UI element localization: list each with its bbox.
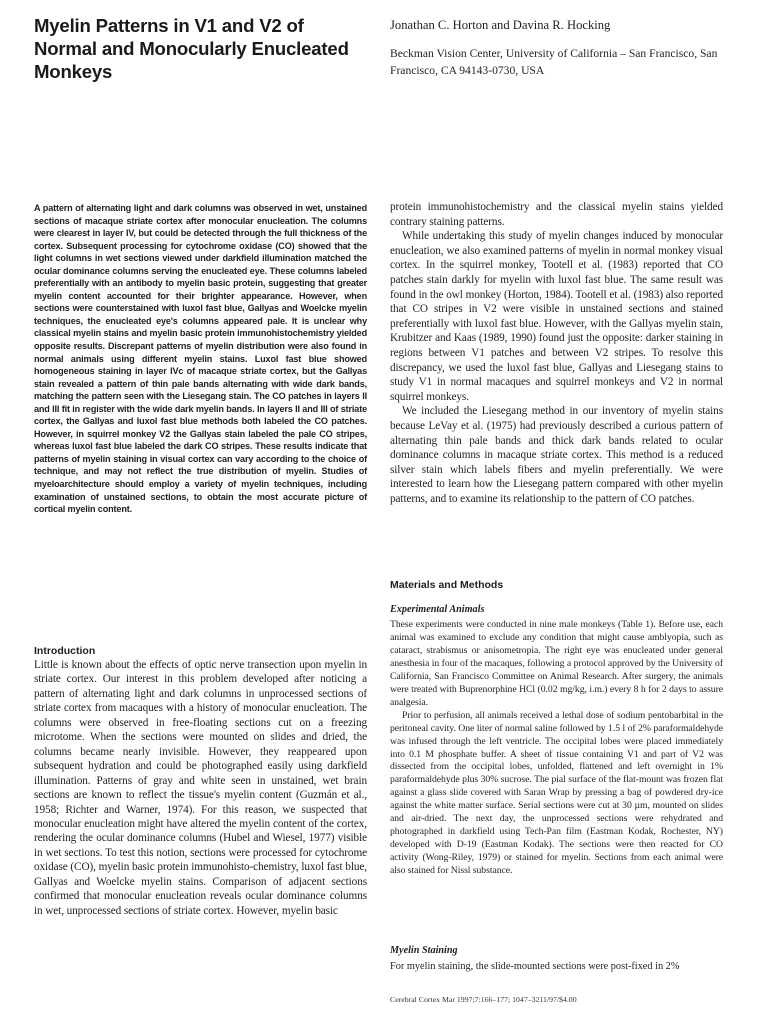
right-column-intro bbox=[390, 200, 723, 506]
experimental-animals-paragraph-2: Prior to perfusion, all animals received a lethal dose of sodium pentobarbital in the peritoneal cavity. One liter of normal saline followed by 1.5 l of 2% paraformaldehyde was infused through the left ventricle. The occipital lobes were placed immediately into 0.1 M phosphate buffer. A sheet of tissue containing V1 and part of V2 was dissected from the occipital lobes, unfolded, flattened and left overnight in 1% paraformaldehyde plus 30% sucrose. The pial surface of the flat-mount was frozen flat against a glass slide covered with Saran Wrap by pressing a bag of powdered dry-ice against the white matter surface. Serial sections were cut at 30 µm, mounted on slides and air-dried. The next day, the unprocessed sections were rehydrated and photographed in darkfield using Tech-Pan film (Eastman Kodak, Rochester, NY) developed with D-19 (Eastman Kodak). The sections were then reacted for CO activity (Wong-Riley, 1979) or stained for myelin. Sections from each animal were also stained for Nissl substance. bbox=[390, 709, 723, 877]
introduction-paragraph-3: We included the Liesegang method in our inventory of myelin stains because LeVay et al. (1975) had previously described a curious pattern of alternating thin pale bands and thick dark bands related to ocular dominance columns in macaque striate cortex. This method is a reduced silver stain which labels fibers and myelin preferentially. We were interested to learn how the Liesegang pattern compared with other myelin patterns, and to examine its relationship to the pattern of CO patches. bbox=[390, 405, 723, 505]
materials-methods-heading: Materials and Methods bbox=[390, 579, 504, 591]
author-affiliation: Beckman Vision Center, University of California – San Francisco, San Francisco, CA 94143-0730, USA bbox=[390, 47, 718, 77]
introduction-heading: Introduction bbox=[34, 645, 96, 657]
introduction-paragraph-2: While undertaking this study of myelin changes induced by monocular enucleation, we also examined patterns of myelin in normal monkey visual cortex. In the squirrel monkey, Tootell et al. (1983) reported that CO patches stain darkly for myelin with luxol fast blue. The same result was found in the owl monkey (Horton, 1984). Tootell et al. (1983) also reported that CO stripes in V2 were visible in unstained sections and stained preferentially with luxol fast blue. However, with the Gallyas myelin stain, Krubitzer and Kaas (1989, 1990) found just the opposite: darker staining in regions between V1 patches and between V2 stripes. To resolve this discrepancy, we used the luxol fast blue, Gallyas and Liesegang stains to study V1 in normal macaques and squirrel monkeys and V2 in normal squirrel monkeys. bbox=[390, 230, 723, 403]
abstract-text: A pattern of alternating light and dark columns was observed in wet, unstained sections of macaque striate cortex after monocular enucleation. The columns were clearest in layer IV, but could be detected through the full thickness of the cortex. Subsequent processing for cytochrome oxidase (CO) showed that the light columns in wet sections viewed under darkfield illumination matched the ocular dominance columns serving the enucleated eye. These columns labeled preferentially with an antibody to myelin basic protein, suggesting that greater myelin content accounted for their brighter appearance. However, when sections were counterstained with luxol fast blue, Gallyas and Woelcke myelin techniques, the enucleated eye's columns appeared pale. It is unclear why classical myelin stains and myelin basic protein immunohistochemistry yielded opposite results. Discrepant patterns of myelin distribution were also found in normal animals using different myelin stains. Luxol fast blue showed homogeneous staining in layer IVc of macaque striate cortex, but the Gallyas stain revealed a pattern of thin pale bands alternating with wide dark bands, matching the pattern seen with the Liesegang stain. The CO patches in layers II and III fit in register with the wide dark myelin bands. In layers II and III of striate cortex, the Gallyas and luxol fast blue methods both labeled the CO patches. However, in squirrel monkey V2 the Gallyas stain labeled the pale CO stripes, whereas luxol fast blue labeled the dark CO stripes. These results indicate that patterns of myelin staining in visual cortex can vary according to the choice of technique, and may not reflect the true distribution of myelin. Studies of myeloarchitecture should employ a variety of myelin techniques, including examination of unstained sections, to obtain the most accurate picture of cortical myelin content. bbox=[34, 203, 367, 515]
journal-citation-footer: Cerebral Cortex Mar 1997;7:166–177; 1047–3211/97/$4.00 bbox=[390, 995, 577, 1004]
experimental-animals-section bbox=[390, 619, 723, 878]
article-title: Myelin Patterns in V1 and V2 of Normal and Monocularly Enucleated Monkeys bbox=[34, 15, 349, 82]
author-list: Jonathan C. Horton and Davina R. Hocking bbox=[390, 18, 611, 32]
myelin-staining-text: For myelin staining, the slide-mounted sections were post-fixed in 2% bbox=[390, 961, 680, 972]
introduction-text: Little is known about the effects of optic nerve transection upon myelin in striate cortex. Our interest in this problem developed after noticing a pattern of alternating light and dark columns in unprocessed sections of striate cortex from macaques with a history of monocular enucleation. The columns were observed in free-floating sections cut on a freezing microtome. When the sections were mounted on slides and dried, the columns became nearly invisible. However, they reappeared upon subsequent hydration and could be photographed easily using darkfield illumination. Patterns of gray and white seen in unstained, wet brain sections are known to reflect the tissue's myelin content (Guzmán et al., 1958; Richter and Warner, 1974). For this reason, we suspected that monocular enucleation might have altered the myelin content of the cortex, rendering the ocular dominance columns (Hubel and Wiesel, 1977) visible in wet sections. To test this notion, sections were processed for cytochrome oxidase (CO), myelin basic protein immunohisto-chemistry, luxol fast blue, Gallyas and Woelcke myelin stains. Comparison of adjacent sections confirmed that monocular enucleation reveals ocular dominance columns in wet, unprocessed sections of striate cortex. However, myelin basic bbox=[34, 659, 367, 917]
experimental-animals-heading: Experimental Animals bbox=[390, 604, 485, 615]
experimental-animals-paragraph-1: These experiments were conducted in nine male monkeys (Table 1). Before use, each animal was examined to exclude any condition that might cause amblyopia, such as cataract, strabismus or anisometropia. The right eye was enucleated under general anesthesia in four of the macaques, following a protocol approved by the University of California, San Francisco Committee on Animal Research. After surgery, the animals were treated with Buprenorphine HCl (0.02 mg/kg, i.m.) every 8 h for 2 days to assure analgesia. bbox=[390, 619, 723, 708]
myelin-staining-heading: Myelin Staining bbox=[390, 945, 458, 956]
introduction-continuation: protein immunohistochemistry and the classical myelin stains yielded contrary staining patterns. bbox=[390, 201, 723, 228]
